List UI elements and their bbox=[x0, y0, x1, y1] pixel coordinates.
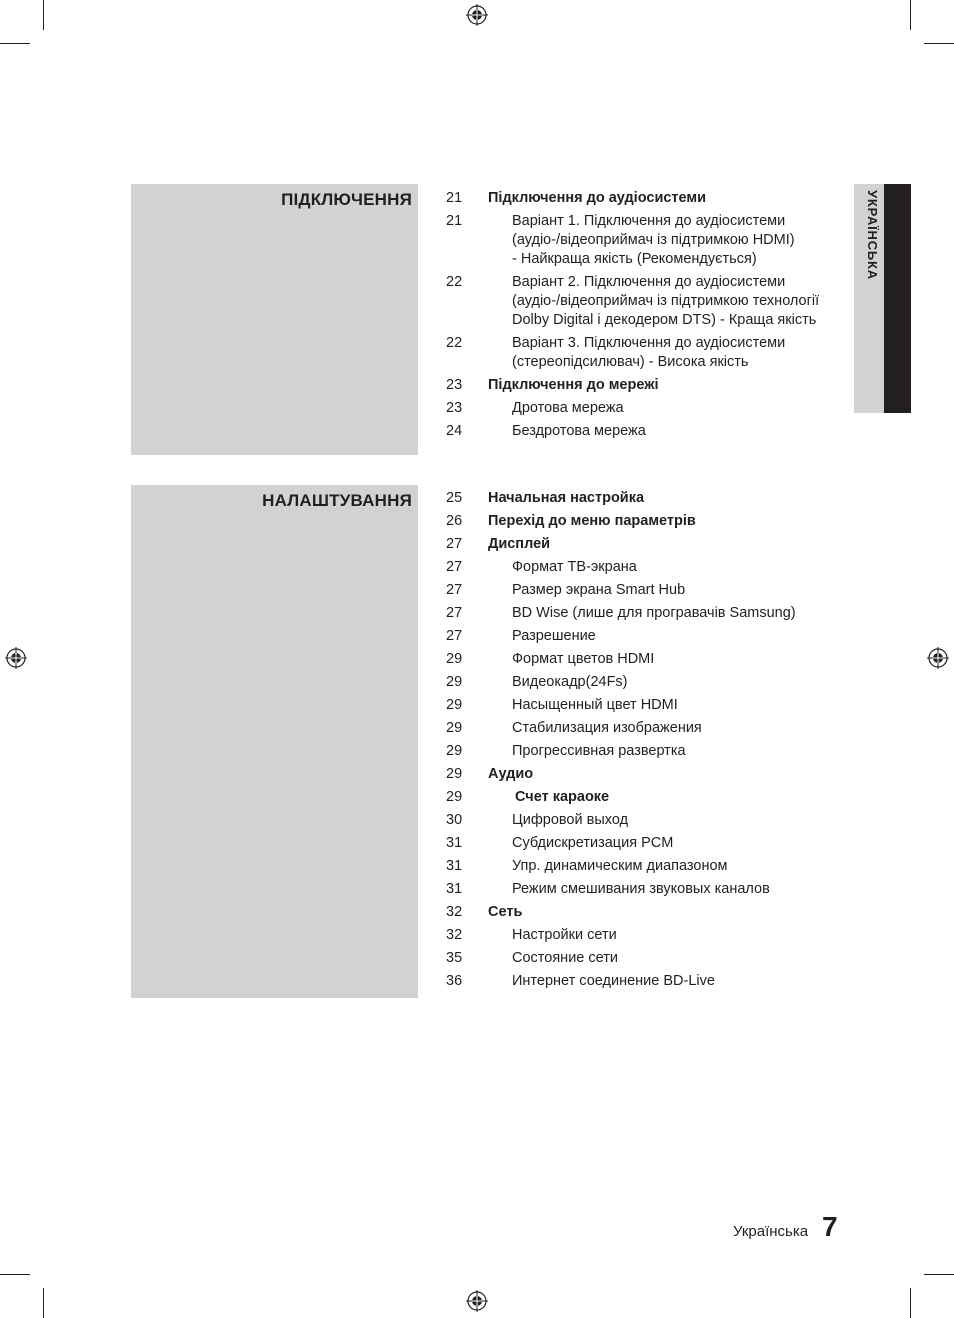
toc-entry[interactable] bbox=[446, 673, 846, 696]
side-tab-label: УКРАЇНСЬКА bbox=[865, 190, 880, 280]
crop-mark bbox=[910, 1288, 911, 1318]
toc-entry-text: Сеть bbox=[488, 904, 523, 920]
toc-entry-text: Перехід до меню параметрів bbox=[488, 513, 696, 529]
toc-entry-text: Варіант 3. Підключення до аудіосистеми (стереопідсилювач) - Висока якість bbox=[512, 335, 786, 370]
toc-entry-text: Стабилизация изображения bbox=[512, 720, 702, 736]
toc-entry[interactable] bbox=[446, 273, 846, 334]
toc-entry-text: Субдискретизация PCM bbox=[512, 835, 674, 851]
toc-entry[interactable] bbox=[446, 696, 846, 719]
toc-page-number: 23 bbox=[446, 377, 463, 393]
toc-page-number: 27 bbox=[446, 559, 463, 575]
toc-entry[interactable] bbox=[446, 650, 846, 673]
language-side-tab bbox=[854, 184, 911, 413]
toc-entry[interactable] bbox=[446, 811, 846, 834]
toc-page-number: 29 bbox=[446, 651, 463, 667]
toc-entry-text: Аудио bbox=[488, 766, 534, 782]
toc-page-number: 35 bbox=[446, 950, 463, 966]
section-title: НАЛАШТУВАННЯ bbox=[262, 491, 412, 510]
toc-entry[interactable] bbox=[446, 422, 846, 445]
toc-entry[interactable] bbox=[446, 334, 846, 376]
toc-entry[interactable] bbox=[446, 489, 846, 512]
toc-page-number: 31 bbox=[446, 835, 463, 851]
toc-page-number: 32 bbox=[446, 927, 463, 943]
toc-entry[interactable] bbox=[446, 376, 846, 399]
toc-entry[interactable] bbox=[446, 926, 846, 949]
toc-entry[interactable] bbox=[446, 880, 846, 903]
crop-mark bbox=[43, 0, 44, 30]
toc-entry-text: Начальная настройка bbox=[488, 490, 645, 506]
toc-entry-text: Прогрессивная развертка bbox=[512, 743, 686, 759]
toc-list-connections bbox=[446, 189, 846, 445]
toc-page-number: 23 bbox=[446, 400, 463, 416]
toc-page-number: 27 bbox=[446, 536, 463, 552]
toc-page-number: 21 bbox=[446, 190, 463, 206]
toc-entry-text: Формат цветов HDMI bbox=[512, 651, 655, 667]
toc-entry[interactable] bbox=[446, 903, 846, 926]
toc-entry-text: Дротова мережа bbox=[512, 400, 624, 416]
toc-entry-text: Режим смешивания звуковых каналов bbox=[512, 881, 770, 897]
toc-entry-text: BD Wise (лише для програвачів Samsung) bbox=[512, 605, 796, 621]
toc-entry[interactable] bbox=[446, 212, 846, 273]
toc-entry-text: Настройки сети bbox=[512, 927, 617, 943]
registration-mark-icon bbox=[927, 647, 949, 669]
toc-page-number: 29 bbox=[446, 766, 463, 782]
toc-page-number: 21 bbox=[446, 213, 463, 229]
toc-entry-text: Размер экрана Smart Hub bbox=[512, 582, 686, 598]
crop-mark bbox=[43, 1288, 44, 1318]
toc-entry[interactable] bbox=[446, 788, 846, 811]
toc-entry-text: Дисплей bbox=[488, 536, 551, 552]
toc-page-number: 29 bbox=[446, 697, 463, 713]
toc-entry-text: Варіант 1. Підключення до аудіосистеми (аудіо-/відеоприймач із підтримкою HDMI) - Найкраща якість (Рекомендується) bbox=[512, 213, 795, 267]
toc-entry[interactable] bbox=[446, 399, 846, 422]
toc-entry-text: Підключення до аудіосистеми bbox=[488, 190, 707, 206]
toc-page-number: 31 bbox=[446, 881, 463, 897]
toc-entry[interactable] bbox=[446, 558, 846, 581]
toc-entry-text: Насыщенный цвет HDMI bbox=[512, 697, 678, 713]
toc-entry[interactable] bbox=[446, 765, 846, 788]
toc-page-number: 29 bbox=[446, 674, 463, 690]
toc-entry[interactable] bbox=[446, 972, 846, 995]
toc-entry[interactable] bbox=[446, 834, 846, 857]
toc-page-number: 27 bbox=[446, 605, 463, 621]
crop-mark bbox=[0, 1274, 30, 1275]
toc-page-number: 29 bbox=[446, 720, 463, 736]
toc-entry-text: Бездротова мережа bbox=[512, 423, 646, 439]
toc-page-number: 27 bbox=[446, 582, 463, 598]
footer-language: Українська bbox=[733, 1223, 809, 1240]
toc-entry-text: Состояние сети bbox=[512, 950, 618, 966]
toc-entry[interactable] bbox=[446, 857, 846, 880]
crop-mark bbox=[0, 43, 30, 44]
crop-mark bbox=[910, 0, 911, 30]
toc-page-number: 22 bbox=[446, 335, 463, 351]
toc-page-number: 30 bbox=[446, 812, 463, 828]
toc-page-number: 36 bbox=[446, 973, 463, 989]
toc-list-setup bbox=[446, 489, 846, 995]
registration-mark-icon bbox=[466, 4, 488, 26]
page-number: 7 bbox=[822, 1211, 838, 1242]
toc-entry[interactable] bbox=[446, 581, 846, 604]
toc-page-number: 29 bbox=[446, 743, 463, 759]
registration-mark-icon bbox=[466, 1290, 488, 1312]
toc-entry[interactable] bbox=[446, 189, 846, 212]
toc-entry-text: Формат ТВ-экрана bbox=[512, 559, 637, 575]
toc-page-number: 22 bbox=[446, 274, 463, 290]
toc-page-number: 24 bbox=[446, 423, 463, 439]
toc-entry[interactable] bbox=[446, 742, 846, 765]
side-tab-dark-strip bbox=[884, 184, 911, 413]
section-title: ПІДКЛЮЧЕННЯ bbox=[281, 190, 412, 209]
crop-mark bbox=[924, 1274, 954, 1275]
toc-entry-text: Підключення до мережі bbox=[488, 377, 659, 393]
toc-page-number: 27 bbox=[446, 628, 463, 644]
toc-page-number: 25 bbox=[446, 490, 463, 506]
toc-entry-text: Упр. динамическим диапазоном bbox=[512, 858, 728, 874]
section-setup bbox=[131, 485, 418, 998]
toc-entry[interactable] bbox=[446, 604, 846, 627]
toc-entry-text: Цифровой выход bbox=[512, 812, 629, 828]
section-connections bbox=[131, 184, 418, 455]
registration-mark-icon bbox=[5, 647, 27, 669]
toc-entry-text: Интернет соединение BD-Live bbox=[512, 973, 715, 989]
toc-entry-text: Видеокадр(24Fs) bbox=[512, 674, 628, 690]
toc-entry[interactable] bbox=[446, 512, 846, 535]
toc-page-number: 29 bbox=[446, 789, 463, 805]
toc-entry[interactable] bbox=[446, 949, 846, 972]
toc-page-number: 26 bbox=[446, 513, 463, 529]
toc-entry[interactable] bbox=[446, 535, 846, 558]
toc-page-number: 32 bbox=[446, 904, 463, 920]
toc-entry[interactable] bbox=[446, 719, 846, 742]
toc-page-number: 31 bbox=[446, 858, 463, 874]
crop-mark bbox=[924, 43, 954, 44]
toc-entry-text: Варіант 2. Підключення до аудіосистеми (аудіо-/відеоприймач із підтримкою технології Dolby Digital і декодером DTS) - Краща якість bbox=[512, 274, 820, 328]
toc-entry-text: Счет караоке bbox=[515, 789, 610, 805]
toc-entry-text: Разрешение bbox=[512, 628, 596, 644]
toc-entry[interactable] bbox=[446, 627, 846, 650]
